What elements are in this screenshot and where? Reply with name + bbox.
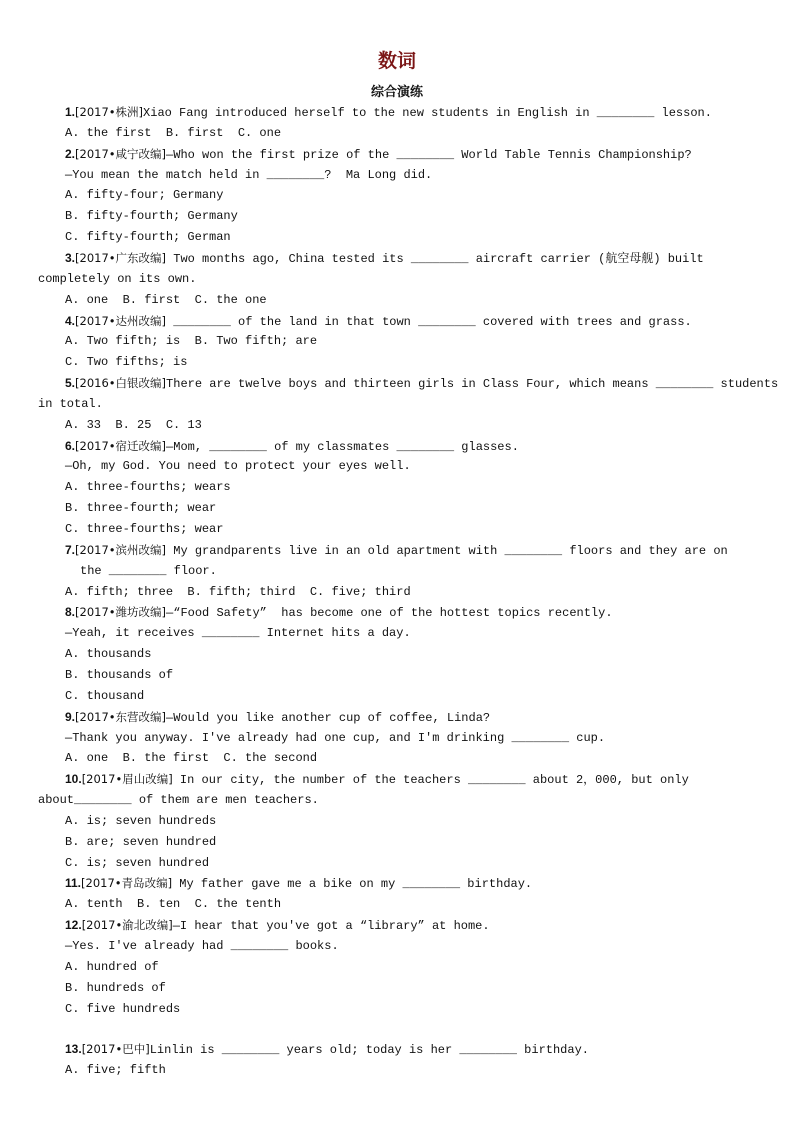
question-stem (65, 312, 692, 331)
dialogue-line (65, 166, 432, 184)
question-text: —Who won the first prize of the ________ World Table Tennis Championship? (166, 147, 692, 162)
answer-options (65, 124, 281, 142)
answer-options (65, 833, 216, 851)
option-text: C. thousand (65, 688, 145, 703)
answer-options (65, 979, 166, 997)
option-text: A. thousands (65, 647, 152, 662)
answer-options (65, 583, 411, 601)
question-source: [2017•广东改编] (75, 250, 167, 265)
question-text-cont: completely on its own. (38, 271, 197, 286)
dialogue-line (65, 729, 605, 747)
option-text: A. fifth; three B. fifth; third C. five; third (65, 584, 411, 599)
question-stem (65, 541, 728, 560)
question-number: 11. (65, 876, 82, 891)
answer-options (65, 1000, 180, 1018)
question-text: —Mom, ________ of my classmates ________ glasses. (166, 439, 519, 454)
option-text: B. thousands of (65, 667, 174, 682)
question-number: 9. (65, 709, 76, 724)
option-text: B. are; seven hundred (65, 834, 217, 849)
answer-options (65, 854, 209, 872)
option-text: C. three-fourths; wear (65, 522, 224, 536)
option-text: A. three-fourths; wears (65, 480, 231, 495)
question-continuation (80, 562, 217, 580)
question-stem (65, 249, 704, 268)
option-text: C. is; seven hundred (65, 855, 210, 870)
section-subtitle: 综合演练 (370, 85, 423, 100)
question-text-cont: about________ of them are men teachers. (38, 793, 319, 808)
question-stem (65, 874, 532, 893)
question-continuation (38, 395, 103, 413)
question-source: [2017•眉山改编] (81, 772, 173, 787)
question-number: 1. (65, 105, 76, 119)
question-source: [2016•白银改编] (75, 376, 167, 391)
answer-options (65, 478, 231, 496)
option-text: A. one B. first C. the one (65, 292, 267, 307)
answer-options (65, 812, 216, 830)
option-text: A. fifty-four; Germany (65, 188, 224, 203)
question-stem (65, 437, 519, 456)
question-stem (65, 708, 490, 727)
question-stem (65, 603, 613, 622)
question-source: [2017•巴中] (81, 1042, 150, 1057)
question-number: 8. (65, 605, 76, 620)
answer-options (65, 645, 151, 663)
option-text: A. Two fifth; is B. Two fifth; are (65, 334, 318, 349)
question-number: 12. (65, 918, 82, 933)
question-text-cont: in total. (38, 396, 103, 411)
option-text: A. tenth B. ten C. the tenth (65, 897, 282, 912)
question-text: In our city, the number of the teachers ________ about 2，000, but only (172, 773, 689, 788)
dialogue-line (65, 624, 411, 642)
dialogue-line (65, 937, 339, 955)
question-stem (65, 374, 778, 393)
answer-options (65, 332, 317, 350)
question-stem (65, 145, 692, 164)
dialogue-text: —You mean the match held in ________? Ma Long did. (65, 167, 433, 182)
question-text: There are twelve boys and thirteen girls in Class Four, which means ________ students (166, 377, 779, 392)
question-stem (65, 916, 490, 935)
question-stem (65, 103, 712, 122)
question-number: 6. (65, 438, 76, 453)
question-text: ________ of the land in that town ________ covered with trees and grass. (166, 314, 692, 329)
answer-options (65, 520, 223, 538)
dialogue-text: —Yeah, it receives ________ Internet hits a day. (65, 626, 411, 641)
option-text: B. hundreds of (65, 980, 166, 995)
question-number: 3. (65, 250, 76, 265)
answer-options (65, 666, 173, 684)
answer-options (65, 207, 238, 225)
answer-options (65, 228, 231, 246)
option-text: B. three-fourth; wear (65, 501, 217, 516)
option-text: B. fifty-fourth; Germany (65, 209, 238, 224)
question-source: [2017•滨州改编] (75, 542, 167, 557)
question-text: My grandparents live in an old apartment with ________ floors and they are on (166, 543, 728, 558)
option-text: A. is; seven hundreds (65, 813, 217, 828)
answer-options (65, 749, 317, 767)
question-number: 7. (65, 542, 76, 557)
question-source: [2017•东营改编] (75, 709, 167, 724)
question-text: —“Food Safety” has become one of the hottest topics recently. (166, 606, 613, 621)
answer-options (65, 353, 187, 371)
question-text: Two months ago, China tested its ________ aircraft carrier (航空母舰) built (166, 251, 704, 266)
question-number: 10. (65, 772, 82, 787)
option-text: A. hundred of (65, 959, 159, 974)
option-text: C. Two fifths; is (65, 355, 188, 370)
dialogue-text: —Thank you anyway. I've already had one cup, and I'm drinking ________ cup. (65, 730, 606, 745)
question-source: [2017•达州改编] (75, 313, 167, 328)
question-number: 2. (65, 146, 76, 161)
answer-options (65, 687, 144, 705)
question-text: —I hear that you've got a “library” at home. (172, 919, 490, 934)
option-text: C. five hundreds (65, 1001, 181, 1016)
question-source: [2017•潍坊改编] (75, 605, 167, 620)
question-source: [2017•宿迁改编] (75, 438, 167, 453)
question-text-cont: the ________ floor. (80, 563, 217, 578)
question-stem (65, 770, 689, 789)
answer-options (65, 416, 202, 434)
option-text: C. fifty-fourth; German (65, 230, 231, 245)
question-source: [2017•青岛改编] (81, 876, 173, 891)
dialogue-line (65, 457, 411, 475)
question-number: 5. (65, 376, 76, 391)
question-number: 4. (65, 313, 76, 328)
question-text: My father gave me a bike on my ________ birthday. (172, 877, 533, 892)
option-text: A. one B. the first C. the second (65, 751, 318, 766)
question-stem (65, 1040, 589, 1059)
answer-options (65, 1061, 166, 1079)
option-text: A. the first B. first C. one (65, 125, 282, 140)
dialogue-text: —Oh, my God. You need to protect your eyes well. (65, 459, 411, 474)
page-title: 数词 (377, 50, 416, 72)
option-text: A. 33 B. 25 C. 13 (65, 417, 202, 432)
question-text: —Would you like another cup of coffee, Linda? (166, 710, 491, 725)
question-text: Xiao Fang introduced herself to the new students in English in ________ lesson. (143, 106, 712, 120)
question-source: [2017•渝北改编] (81, 918, 173, 933)
question-number: 13. (65, 1042, 82, 1057)
answer-options (65, 291, 267, 309)
answer-options (65, 499, 216, 517)
question-text: Linlin is ________ years old; today is her ________ birthday. (149, 1043, 589, 1058)
question-source: [2017•株洲] (75, 105, 144, 119)
question-continuation (38, 270, 196, 288)
dialogue-text: —Yes. I've already had ________ books. (65, 939, 339, 953)
answer-options (65, 958, 159, 976)
answer-options (65, 895, 281, 913)
option-text: A. five; fifth (65, 1063, 166, 1078)
question-continuation (38, 791, 319, 809)
answer-options (65, 186, 223, 204)
question-source: [2017•咸宁改编] (75, 146, 167, 161)
